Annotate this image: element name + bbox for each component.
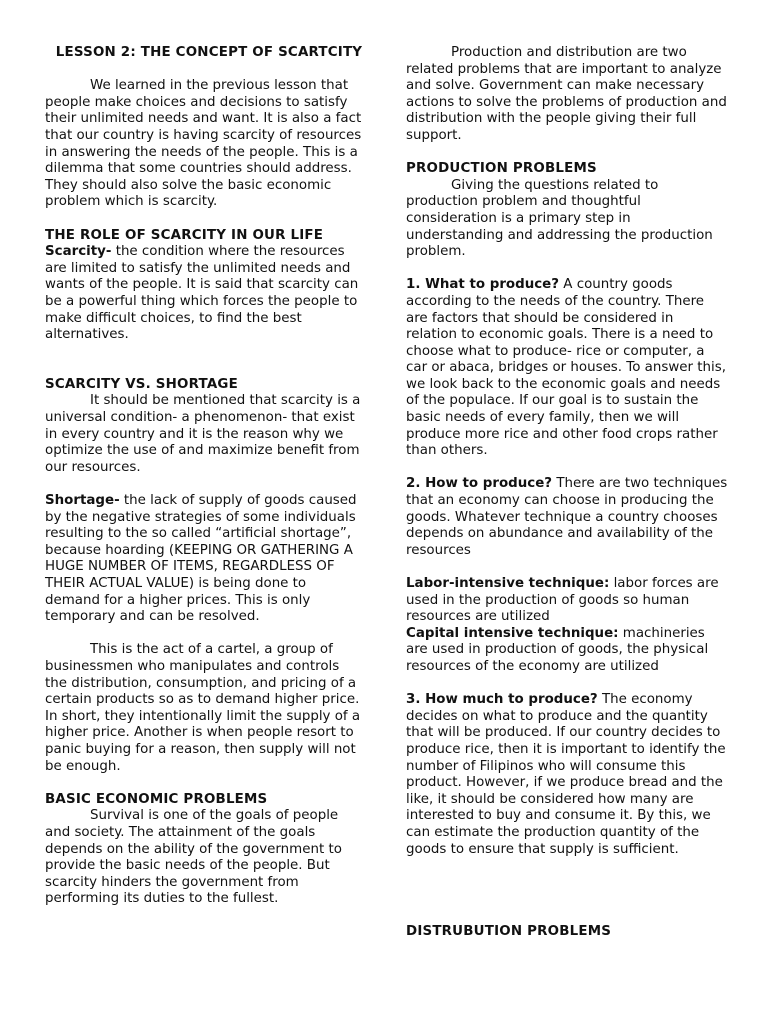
right-column — [406, 45, 728, 941]
scarcity-term: Scarcity- — [45, 244, 112, 260]
shortage-definition — [45, 493, 365, 626]
question-how-much-to-produce — [406, 692, 728, 858]
intro-paragraph: We learned in the previous lesson that people make choices and decisions to satisfy their unlimited needs and want. It is also a fact that our country is having scarcity of resources in answering the needs of the people. This is a dilemma that some countries should address. They should also solve the basic economic problem which is scarcity. — [45, 78, 362, 210]
q1-label: 1. What to produce? — [406, 277, 560, 293]
basic-problems-heading: BASIC ECONOMIC PROBLEMS — [45, 791, 268, 807]
q1-text: A country goods according to the needs of the country. There are factors that should be considered in relation to economic goals. There is a need to choose what to produce- rice or computer, a car or abaca, bridges or houses. To answer this, we look back to the economic goals and needs of the populace. If our goal is to sustain the basic needs of every family, then we will produce more rice and other food crops rather than others. — [406, 277, 726, 459]
cartel-paragraph: This is the act of a cartel, a group of businessmen who manipulates and controls the distribution, consumption, and pricing of a certain products so as to demand higher price. — [45, 642, 360, 708]
production-distribution-intro: Production and distribution are two related problems that are important to analyze and solve. Government can make necessary actions to solve the problems of production and distribution with the people giving their full support. — [406, 45, 727, 143]
scarcity-vs-shortage-text: It should be mentioned that scarcity is a universal condition- a phenomenon- that exist in every country and it is the reason why we optimize the use of and maximize benefit from our resources. — [45, 393, 361, 475]
in-short-paragraph: In short, they intentionally limit the supply of a higher price. Another is when people resort to panic buying for a reason, then supply will not be enough. — [45, 708, 361, 774]
basic-problems-text: Survival is one of the goals of people and society. The attainment of the goals depends on the ability of the government to provide the basic needs of the people. But scarcity hinders the government from performing its duties to the fullest. — [45, 808, 342, 907]
shortage-def-text: the lack of supply of goods caused by the negative strategies of some individuals resulting to the so called “artificial shortage”, because hoarding (KEEPING OR GATHERING A HUGE NUMBER OF ITEMS, REGARDLESS OF THEIR ACTUAL VALUE) is being done to demand for a higher prices. This is only temporary and can be resolved. — [45, 493, 357, 625]
capital-text: machineries are used in production of goods, the physical resources of the economy are utilized — [406, 625, 709, 674]
q3-text: The economy decides on what to produce and the quantity that will be produced. If our country decides to produce rice, then it is important to identify the number of Filipinos who will consume this product. However, if we produce bread and the like, it should be considered how many are interested to buy and consume it. By this, we can estimate the production quantity of the goods to ensure that supply is sufficient. — [406, 692, 726, 857]
labor-text: labor forces are used in the production of goods so human resources are utilized — [406, 576, 719, 625]
left-column — [45, 45, 365, 908]
labor-intensive-definition — [406, 576, 728, 626]
scarcity-def-text: the condition where the resources are limited to satisfy the unlimited needs and wants of the people. It is said that scarcity can be a powerful thing which forces the people to make difficult choices, to find the best alternatives. — [45, 244, 359, 343]
capital-label: Capital intensive technique: — [406, 625, 619, 641]
question-how-to-produce — [406, 476, 728, 559]
lesson-title: LESSON 2: THE CONCEPT OF SCARTCITY — [55, 45, 363, 60]
question-what-to-produce — [406, 277, 728, 460]
production-problems-text: Giving the questions related to production problem and thoughtful consideration is a primary step in understanding and addressing the production problem. — [406, 177, 713, 260]
q2-label: 2. How to produce? — [406, 476, 553, 492]
scarcity-vs-shortage-heading: SCARCITY VS. SHORTAGE — [45, 376, 238, 392]
production-problems-heading: PRODUCTION PROBLEMS — [406, 161, 597, 177]
shortage-term: Shortage- — [45, 493, 120, 509]
distribution-problems-heading: DISTRUBUTION PROBLEMS — [406, 924, 612, 940]
capital-intensive-definition — [406, 626, 728, 676]
q3-label: 3. How much to produce? — [406, 692, 598, 708]
role-heading: THE ROLE OF SCARCITY IN OUR LIFE — [45, 227, 324, 243]
scarcity-definition — [45, 244, 365, 344]
labor-label: Labor-intensive technique: — [406, 576, 610, 591]
q2-text: There are two techniques that an economy can choose in producing the goods. Whatever technique a country chooses depends on abundance and availability of the resources — [406, 476, 728, 558]
